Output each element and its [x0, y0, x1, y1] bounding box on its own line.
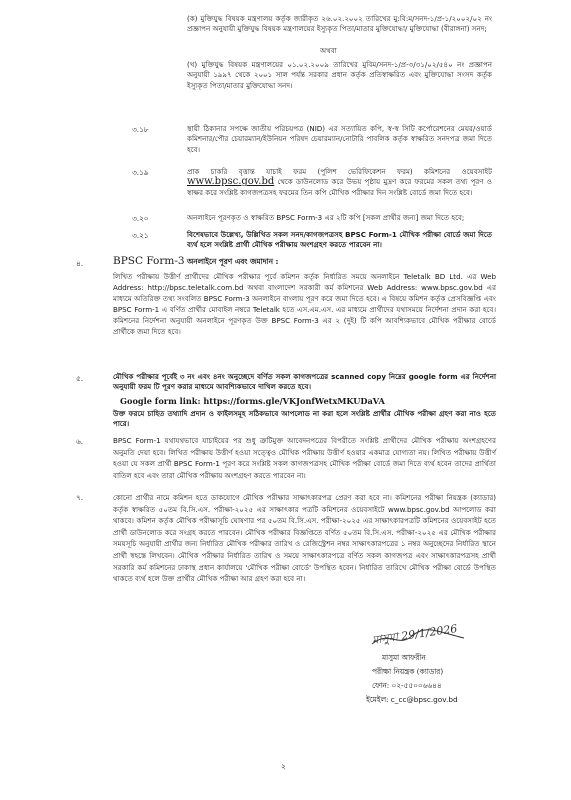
item-3-19-text — [187, 167, 492, 198]
item-number-3-20: ৩.২০ — [132, 214, 149, 223]
section-5-note: উক্ত ফরমে চাহিত তথ্যাদি প্রদান ও ফাইলসমূহ সঠিকভাবে আপলোড না করা হলে সংশ্লিষ্ট প্রার্থীর মৌখিক পরীক্ষা গ্রহণ করা নাও হতে পারে। — [113, 409, 496, 429]
signatory-name: মাসুমা আফরীন — [382, 653, 426, 662]
section-4-text: লিখিত পরীক্ষায় উত্তীর্ণ প্রার্থীদের মৌখিক পরীক্ষার পূর্বে কমিশন কর্তৃক নির্ধারিত সময়ে অনলাইনে Teletalk BD Ltd. এর Web Address: http://bpsc.teletalk.com.bd অথবা বাংলাদেশ সরকারী কর্ম কমিশনের Web Address: www.bpsc.gov.bd এর মাধ্যমে অতিরিক্ত তথ্য সংবলিত BPSC Form-3 অনলাইনে বাংলায় পূরণ করে জমা দিতে হবে। এ বিষয়ে কমিশন কর্তৃক প্রেসবিজ্ঞপ্তি এবং BPSC Form-1 এ বর্ণিত প্রার্থীর মোবাইল নম্বরে Teletalk হতে এস.এম.এস. এর মাধ্যমে প্রার্থীদের যথাসময়ে নির্দেশনা প্রদান করা হবে। কমিশনের নির্দেশনা অনুযায়ী অনলাইনে পূরণকৃত উক্ত BPSC Form-3 এর ২ (দুই) টি কপি আবশ্যিকভাবে মৌখিক পরীক্ষার বোর্ডে প্রার্থীকে জমা দিতে হবে। — [113, 272, 496, 337]
section-number-5: ৫. — [76, 374, 84, 383]
handwritten-signature: মাসুমা 29/1/2026 — [371, 622, 459, 647]
page-number: ২ — [281, 762, 286, 771]
section-number-4: ৪. — [76, 259, 84, 268]
section-number-7: ৭. — [76, 493, 84, 502]
item-number-3-21: ৩.২১ — [132, 231, 149, 240]
section-6-text: BPSC Form-1 যথাযথভাবে যাচাইয়ের পর শুধু ত্রুটিমুক্ত আবেদনপত্রের বিপরীতে সংশ্লিষ্ট প্রার্থীদের মৌখিক পরীক্ষায় অংশগ্রহণের অনুমতি দেয়া হবে। লিখিত পরীক্ষায় উত্তীর্ণ হওয়া সত্ত্বেও মৌখিক পরীক্ষায় উত্তীর্ণ হওয়ার একমাত্র যোগ্যতা নয়। লিখিত পরীক্ষায় উত্তীর্ণ হওয়া যে সকল প্রার্থী BPSC Form-1 পূরণ করে সংশ্লিষ্ট সকল কাগজপত্রসহ মৌখিক পরীক্ষা বোর্ডে জমা দিতে ব্যর্থ হবেন তাদের প্রার্থিতা বাতিল হবে এবং তারা মৌখিক পরীক্ষায় অংশগ্রহণ করতে পারবেন না। — [113, 436, 496, 480]
section-4-heading — [113, 256, 493, 267]
signatory-phone: ফোন: ০২-৫৫০০৬৬৪৪ — [372, 681, 442, 690]
bpsc-website-link[interactable]: www.bpsc.gov.bd — [187, 176, 275, 188]
paragraph-kha: (খ) মুক্তিযুদ্ধ বিষয়ক মন্ত্রণালয়ের ০১.০২.২০০৯ তারিখের মুবিম/সনদ-১/প্র-৩/৩১/০২/৫৪০ নং প্রজ্ঞাপন অনুযায়ী ১৯৯৭ থেকে ২০০১ সাল পর্যন্ত সরকার প্রধান কর্তৃক প্রতিস্বাক্ষরিত এবং মুক্তিযোদ্ধা সংসদ কর্তৃক ইস্যুকৃত পিতা/মাতার মুক্তিযোদ্ধা সনদ। — [187, 60, 492, 90]
item-number-3-18: ৩.১৮ — [132, 125, 149, 134]
item-number-3-19: ৩.১৯ — [132, 168, 149, 177]
signature-stroke — [368, 628, 468, 650]
item-3-20-text: অনলাইনে পূরণকৃত ও স্বাক্ষরিত BPSC Form-3 এর ২টি কপি [সকল প্রার্থীর জন্য] জমা দিতে হবে; — [187, 213, 465, 222]
or-word: অথবা — [320, 46, 337, 55]
paragraph-ka: (ক) মুক্তিযুদ্ধ বিষয়ক মন্ত্রণালয় কর্তৃক জারীকৃত ২৬.০২.২০০২ তারিখের মু:বি:ম/সনদ-১/প্র-১/২০০২/০২ নং প্রজ্ঞাপন অনুযায়ী মুক্তিযুদ্ধ বিষয়ক মন্ত্রণালয়ের ইস্যুকৃত পিতা/মাতার মুক্তিযোদ্ধা/ মুক্তিযোদ্ধা (বীরাঙ্গনা) সনদ; — [187, 14, 492, 34]
item-3-19-text-a: প্রাক চাকরি বৃত্তান্ত যাচাই ফরম (পুলিশ ভেরিফিকেশন ফরম) কমিশনের ওয়েবসাইট — [187, 167, 492, 176]
item-3-21-text: বিশেষভাবে উল্লেখ্য, উল্লিখিত সকল সনদ/কাগজপত্রসহ BPSC Form-1 মৌখিক পরীক্ষা বোর্ডে জমা দিতে ব্যর্থ হলে সংশ্লিষ্ট প্রার্থী মৌখিক পরীক্ষায় অংশগ্রহণ করতে পারবেন না। — [187, 230, 492, 250]
section-4-heading-rest: অনলাইনে পূরণ এবং জমাদান : — [186, 257, 279, 266]
section-5-text: মৌখিক পরীক্ষার পূর্বেই ৩ নং এবং ৪নং অনুচ্ছেদে বর্ণিত সকল কাগজপত্রের scanned copy নিম্নের google form এর নির্দেশনা অনুযায়ী ফরম টি পূরণ করার মাধ্যমে আবশ্যিকভাবে দাখিল করতে হবে। — [113, 372, 496, 392]
item-3-18-text: স্থায়ী ঠিকানার সপক্ষে জাতীয় পরিচয়পত্র (NID) এর সত্যায়িত কপি, স্ব-স্ব সিটি কর্পোরেশনের মেয়র/ওয়ার্ড কমিশনার/পৌর চেয়ারম্যান/ইউনিয়ন পরিষদ চেয়ারম্যান/নোটারি পাবলিক কর্তৃক স্বাক্ষরিত সনদপত্র জমা দিতে হবে। — [187, 124, 492, 154]
section-number-6: ৬. — [76, 437, 84, 446]
signatory-email: ইমেইল: c_cc@bpsc.gov.bd — [366, 695, 458, 704]
section-4-heading-form: BPSC Form-3 — [113, 255, 185, 267]
google-form-link[interactable]: Google form link: https://forms.gle/VKJonfWetxMKUDaVA — [120, 396, 385, 406]
signatory-title: পরীক্ষা নিয়ন্ত্রক (ক্যাডার) — [372, 667, 444, 676]
section-7-text: কোনো প্রার্থীর নামে কমিশন হতে ডাকযোগে মৌখিক পরীক্ষার সাক্ষাৎকারপত্র প্রেরণ করা হবে না। কমিশনের পরীক্ষা নিয়ন্ত্রক (ক্যাডার) কর্তৃক স্বাক্ষরিত ৫০তম বি.সি.এস. পরীক্ষা-২০২৫ এর সাক্ষাৎকার পত্রটি কমিশনের ওয়েবসাইটে www.bpsc.gov.bd আপলোড করা থাকবে। কমিশন কর্তৃক মৌখিক পরীক্ষাসূচি ঘোষণার পর ৫০তম বি.সি.এস. পরীক্ষা-২০২৫ এর সাক্ষাৎকারপত্রটি কমিশনের ওয়েবসাইট হতে প্রার্থী ডাউনলোড করে সংগ্রহ করতে পারবেন। মৌখিক পরীক্ষার বিজ্ঞপ্তিতে বর্ণিত ৫০তম বি.সি.এস. পরীক্ষা-২০২৫ এর মৌখিক পরীক্ষার সময়সূচি অনুযায়ী প্রার্থীর জন্য নির্ধারিত মৌখিক পরীক্ষার তারিখ ও রেজিস্ট্রেশন নম্বর সাক্ষাৎকারপত্রের ১ নম্বর অনুচ্ছেদের নির্ধারিত স্থানে প্রার্থী স্বহস্তে লিখবেন। মৌখিক পরীক্ষার নির্ধারিত তারিখ ও সময়ে সাক্ষাৎকারপত্রে বর্ণিত সকল কাগজপত্র এবং সাক্ষাৎকারপত্রসহ প্রার্থী সরকারি কর্ম কমিশনের ঢাকাস্থ প্রধান কার্যালয়ে 'মৌখিক পরীক্ষা বোর্ডে' উপস্থিত হবেন। নির্ধারিত তারিখে মৌখিক পরীক্ষা বোর্ডে উপস্থিত থাকতে ব্যর্থ হলে উক্ত প্রার্থীর মৌখিক পরীক্ষা আর গ্রহণ করা হবে না। — [113, 493, 496, 584]
item-3-19-text-b: থেকে ডাউনলোড করে উভয় পৃষ্ঠায় মুদ্রণ করে ফরমের সকল তথ্য পূরণ ও স্বাক্ষর করে সংশ্লিষ্ট কাগজপত্রসহ ফরমের তিন কপি মৌখিক পরীক্ষার দিন সংশ্লিষ্ট বোর্ডে জমা দিতে হবে। — [187, 177, 492, 197]
